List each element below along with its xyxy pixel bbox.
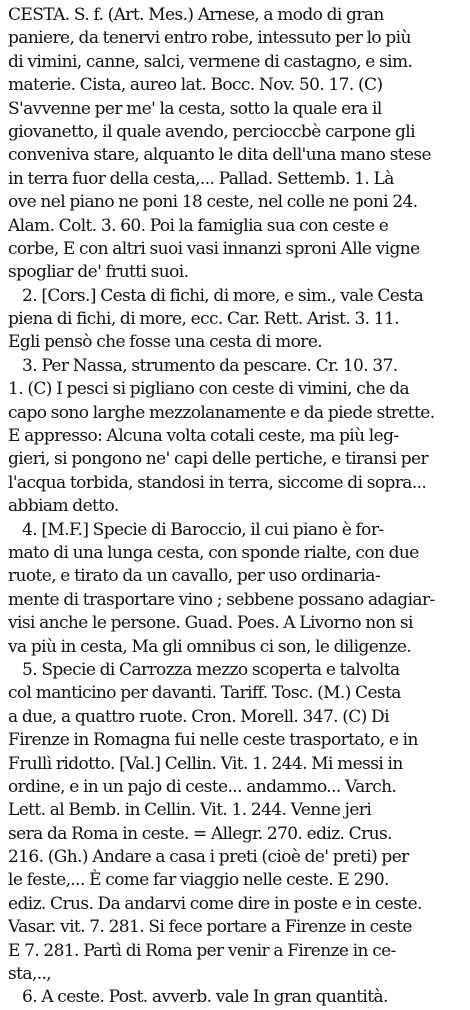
entry-line: conveniva stare, alquanto le dita dell'una mano stese [8, 145, 432, 166]
entry-line: Alam. Colt. 3. 60. Poi la famiglia sua con ceste e [8, 215, 389, 236]
entry-line: Lett. al Bemb. in Cellin. Vit. 1. 244. Venne jeri [8, 800, 372, 821]
entry-line: sera da Roma in ceste. = Allegr. 270. ediz. Crus. [8, 823, 392, 844]
entry-line: 1. (C) I pesci si pigliano con ceste di vimini, che da [8, 379, 410, 400]
entry-line: mente di trasportare vino ; sebbene possano adagiar- [8, 589, 435, 610]
entry-line: materie. Cista, aureo lat. Bocc. Nov. 50. 17. (C) [8, 75, 383, 96]
entry-line: E 7. 281. Partì di Roma per venir a Firenze in ce- [8, 940, 396, 961]
entry-line: CESTA. S. f. (Art. Mes.) Arnese, a modo di gran [8, 5, 384, 25]
entry-line: Frullì ridotto. [Val.] Cellin. Vit. 1. 244. Mi messi in [8, 753, 403, 774]
entry-line: Firenze in Romagna fui nelle ceste trasportato, e in [8, 730, 418, 751]
entry-line: l'acqua torbida, standosi in terra, siccome di sopra... [8, 472, 427, 493]
entry-line: ruote, e tirato da un cavallo, per uso ordinaria- [8, 566, 381, 587]
entry-line: va più in cesta, Ma gli omnibus ci son, le diligenze. [8, 636, 412, 657]
entry-line: Vasar. vit. 7. 281. Si fece portare a Firenze in ceste [8, 917, 412, 938]
entry-line: ordine, e in un pajo di ceste... andammo... Varch. [8, 776, 397, 797]
entry-line: abbiam detto. [8, 496, 119, 517]
entry-line: di vimini, canne, salci, vermene di castagno, e sim. [8, 51, 413, 72]
entry-line: a due, a quattro ruote. Cron. Morell. 347. (C) Di [8, 706, 389, 727]
entry-line: paniere, da tenervi entro robe, intessuto per lo più [8, 28, 411, 49]
entry-line: sta,.., [8, 964, 52, 985]
entry-line: mato di una lunga cesta, con sponde rialte, con due [8, 542, 419, 563]
sense-2-line: 2. [Cors.] Cesta di fichi, di more, e sim., vale Cesta [22, 285, 424, 306]
entry-line: Egli pensò che fosse una cesta di more. [8, 332, 323, 353]
entry-line: spogliar de' frutti suoi. [8, 262, 189, 283]
entry-line: visi anche le persone. Guad. Poes. A Livorno non si [8, 613, 413, 634]
entry-line: capo sono larghe mezzolanamente e da piede strette. [8, 402, 435, 423]
sense-5-line: 5. Specie di Carrozza mezzo scoperta e talvolta [22, 659, 400, 680]
sense-3-line: 3. Per Nassa, strumento da pescare. Cr. 10. 37. [22, 355, 398, 376]
entry-line: E appresso: Alcuna volta cotali ceste, ma più leg- [8, 426, 399, 447]
entry-line: corbe, E con altri suoi vasi innanzi sproni Alle vigne [8, 238, 420, 259]
entry-line: ediz. Crus. Da andarvi come dire in poste e in ceste. [8, 893, 422, 914]
entry-line: piena di fichi, di more, ecc. Car. Rett. Arist. 3. 11. [8, 309, 400, 330]
entry-line: le feste,... È come far viaggio nelle ceste. E 290. [8, 870, 389, 891]
entry-line: ove nel piano ne poni 18 ceste, nel colle ne poni 24. [8, 192, 418, 213]
entry-line: in terra fuor della cesta,... Pallad. Settemb. 1. Là [8, 168, 394, 189]
entry-line: S'avvenne per me' la cesta, sotto la quale era il [8, 98, 382, 119]
sense-6-line: 6. A ceste. Post. avverb. vale In gran quantità. [22, 987, 388, 1008]
sense-4-line: 4. [M.F.] Specie di Baroccio, il cui piano è for- [22, 519, 384, 540]
entry-line: giovanetto, il quale avendo, percioccbè carpone gli [8, 121, 415, 142]
entry-line: col manticino per davanti. Tariff. Tosc. (M.) Cesta [8, 683, 401, 704]
entry-line: gieri, si pongono ne' capi delle pertiche, e tiransi per [8, 449, 428, 470]
entry-line: 216. (Gh.) Andare a casa i preti (cioè de' preti) per [8, 847, 409, 868]
